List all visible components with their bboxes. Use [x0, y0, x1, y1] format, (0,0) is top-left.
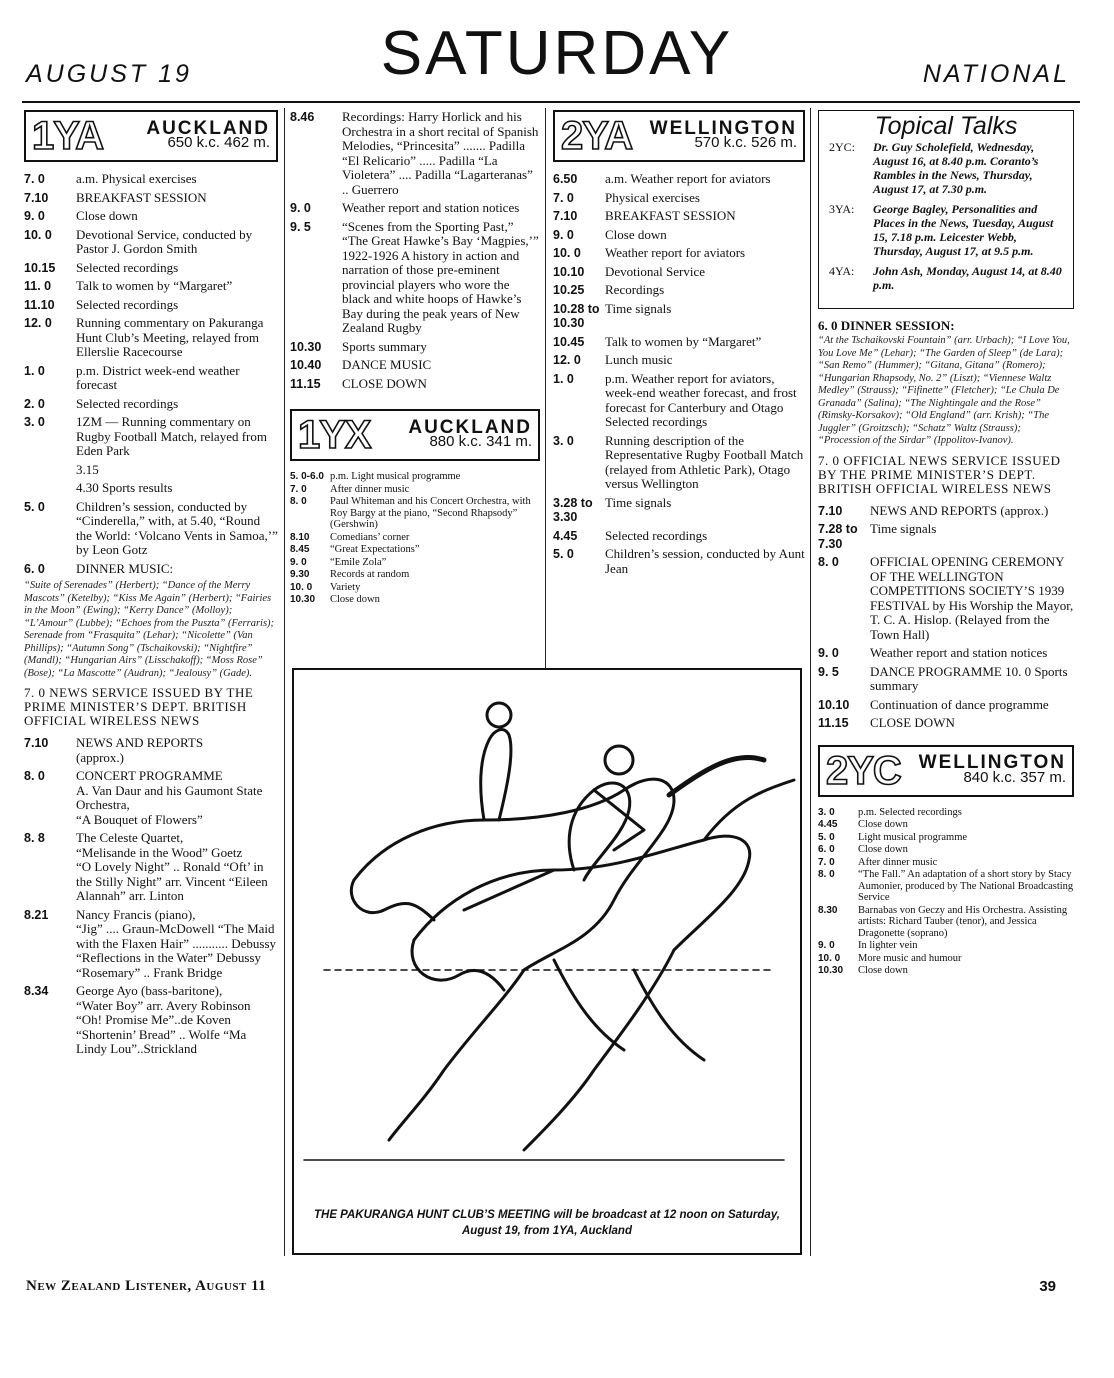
programme-title: Time signals: [605, 300, 672, 316]
programme-time: 9. 0: [553, 227, 574, 242]
programme-title: Talk to women by “Margaret”: [76, 278, 233, 293]
programme-time: 10.40: [290, 358, 322, 372]
programme-item: [553, 283, 805, 298]
programme-item: [818, 940, 1074, 952]
programme-item: [553, 434, 805, 492]
programme-title: George Ayo (bass-baritone),: [76, 983, 223, 998]
programme-title: “The Fall.” An adaptation of a short story by Stacy Aumonier, produced by The National Broadcasting Service: [858, 869, 1074, 903]
talk-station: 4YA:: [829, 263, 855, 278]
programme-item: [818, 857, 1074, 869]
programme-title: Close down: [858, 965, 908, 976]
programme-time: 10. 0: [24, 227, 52, 242]
programme-item: [553, 372, 805, 430]
programme-time: 7.10: [24, 736, 49, 750]
programme-time: 8.21: [24, 907, 49, 922]
programme-title: Weather report and station notices: [342, 200, 520, 215]
programme-title: Weather report and station notices: [870, 645, 1048, 660]
programme-item: [553, 246, 805, 261]
programme-time: 6. 0: [818, 844, 835, 855]
programme-title: Devotional Service: [605, 263, 705, 279]
programme-time: 8. 8: [24, 831, 45, 845]
programme-title: BREAKFAST SESSION: [76, 189, 207, 205]
station-logo: 1YX: [298, 413, 371, 457]
talk-list: [829, 140, 1063, 292]
news-service: 7. 0 NEWS SERVICE ISSUED BY THE PRIME MINISTER’S DEPT. BRITISH OFFICIAL WIRELESS NEWS: [24, 685, 254, 728]
programme-item: [24, 261, 278, 276]
programme-item: [553, 191, 805, 206]
programme-item: [24, 397, 278, 412]
programme-time: 11.15: [818, 716, 849, 730]
programme-item: [290, 471, 540, 483]
programme-title: After dinner music: [330, 483, 410, 495]
programme-list: [818, 504, 1074, 731]
programme-time: 7. 0: [818, 856, 835, 868]
programme-time: 9. 0: [818, 646, 839, 660]
programme-time: 1. 0: [24, 363, 45, 378]
programme-title: In lighter vein: [858, 940, 918, 951]
programme-time: 5. 0: [24, 499, 45, 514]
programme-time: 7.10: [24, 190, 49, 205]
programme-time: 3. 0: [24, 415, 45, 429]
programme-item: [818, 665, 1074, 694]
programme-time: 9. 0: [290, 556, 307, 568]
programme-title: OFFICIAL OPENING CEREMONY OF THE WELLINGTON COMPETITIONS SOCIETY’S 1939 FESTIVAL by His Worship the Mayor, T. C. A. Hislop. (Relayed from the Town Hall): [870, 554, 1074, 642]
column-2yc: [818, 110, 1074, 978]
programme-list: [818, 807, 1074, 977]
programme-time: 7.10: [818, 503, 843, 518]
programme-time: 8.34: [24, 984, 49, 998]
programme-title: NEWS AND REPORTS (approx.): [870, 502, 1049, 518]
programme-title: Nancy Francis (piano),: [76, 906, 196, 922]
programme-title: Physical exercises: [605, 189, 700, 205]
programme-title: Selected recordings: [76, 259, 179, 275]
programme-item: [24, 984, 278, 1057]
programme-time: 7.10: [553, 209, 578, 223]
programme-item: [818, 832, 1074, 844]
programme-item: [290, 582, 540, 594]
programme-item: [290, 544, 540, 556]
programme-title: CLOSE DOWN: [342, 375, 427, 391]
station-box-2ya: [553, 110, 805, 162]
programme-time: 8. 0: [24, 769, 45, 783]
programme-item: [290, 110, 540, 197]
programme-detail: “Jig” .... Graun-McDowell “The Maid with the Flaxen Hair” ........... Debussy: [76, 921, 277, 951]
programme-item: [24, 209, 278, 224]
programme-title: Barnabas von Geczy and His Orchestra. Assisting artists: Richard Tauber (tenor), and Jessica Dragonette (soprano): [858, 904, 1068, 939]
header-date: AUGUST 19: [26, 60, 192, 88]
station-logo: 2YC: [826, 748, 901, 793]
programme-title: a.m. Physical exercises: [76, 171, 197, 186]
programme-time: 10.25: [553, 283, 585, 297]
programme-list: [290, 471, 540, 606]
programme-title: Running description of the Representative Rugby Football Match (relayed from Athletic Park), Otago versus Wellington: [605, 432, 804, 491]
programme-item: [24, 500, 278, 558]
programme-title: Close down: [605, 226, 667, 242]
programme-item: [818, 953, 1074, 965]
station-name: AUCKLAND: [146, 117, 270, 139]
programme-time: 8.10: [290, 531, 310, 543]
programme-item: [24, 769, 278, 827]
station-name: WELLINGTON: [649, 117, 797, 139]
station-name: AUCKLAND: [408, 416, 532, 438]
programme-title: Comedians’ corner: [330, 531, 410, 543]
programme-item: [553, 172, 805, 187]
talk-station: 3YA:: [829, 201, 855, 216]
programme-title: Variety: [330, 581, 361, 593]
programme-time: 9. 5: [818, 664, 839, 679]
programme-item: [818, 646, 1074, 661]
programme-time: 3.28 to 3.30: [553, 495, 593, 524]
programme-time: 2. 0: [24, 396, 45, 411]
programme-item: [24, 228, 278, 257]
programme-time: 3. 0: [818, 806, 835, 818]
programme-time: 10. 0: [818, 952, 841, 964]
programme-time: 10.10: [553, 264, 585, 279]
programme-item: [290, 557, 540, 569]
column-2ya: [553, 110, 805, 580]
talk-item: [829, 140, 1063, 196]
programme-title: 4.30 Sports results: [76, 480, 173, 495]
station-box-2yc: [818, 745, 1074, 797]
programme-time: 11.10: [24, 297, 55, 312]
programme-time: 8.46: [290, 110, 315, 124]
programme-item: [290, 201, 540, 216]
programme-time: 9. 0: [818, 940, 835, 951]
programme-item: [24, 415, 278, 459]
programme-title: “Great Expectations”: [330, 544, 420, 555]
programme-title: Sports summary: [342, 338, 427, 354]
programme-item: [290, 220, 540, 336]
footer-publication: New Zealand Listener, August 11: [26, 1278, 267, 1294]
programme-item: [290, 358, 540, 373]
programme-item: [24, 316, 278, 360]
programme-time: 12. 0: [553, 353, 581, 367]
programme-title: Continuation of dance programme: [870, 696, 1049, 712]
programme-time: 10.30: [818, 965, 844, 976]
programme-item: [24, 298, 278, 313]
programme-time: 7.28 to 7.30: [818, 522, 858, 551]
dinner-music-list: “At the Tschaikovski Fountain” (arr. Urbach); “I Love You, You Love Me” (Lehar); “The Garden of Sleep” (de Lara); “San Remo” (Hummer); “Gitana, Gitana” (Romero); “Hungarian Rhapsody, No. 2” (Liszt); “Viennese Waltz Medley” (Strauss); “Fifinette” (Fletcher); “Le Chula De Granada” (Salina); “The Nightingale and the Rose” (Rimsky-Korsakov); “Old England” (arr. Krish); “The Juggler” (Groitzsch); “Schatz” Waltz (Strauss); “Procession of the Sirdar” (Ippolitov-Ivanov).: [818, 335, 1070, 446]
programme-time: 9. 0: [290, 201, 311, 215]
programme-time: 7. 0: [553, 190, 574, 205]
programme-time: 1. 0: [553, 371, 574, 386]
topical-talks-title: Topical Talks: [874, 112, 1018, 140]
programme-time: 5. 0-6.0: [290, 471, 324, 482]
programme-time: 10.45: [553, 334, 585, 349]
programme-time: 7. 0: [24, 172, 45, 186]
programme-item: [818, 522, 1074, 551]
programme-item: [818, 698, 1074, 713]
programme-time: 6.50: [553, 172, 578, 186]
programme-title: Time signals: [870, 521, 937, 536]
programme-title: DANCE PROGRAMME 10. 0 Sports summary: [870, 663, 1068, 693]
programme-title: Light musical programme: [858, 831, 968, 843]
programme-title: 3.15: [76, 461, 99, 477]
programme-title: Children’s session, conducted by “Cinderella,” with, at 5.40, “Round the World: ‘Volcano Vents in Samoa,’” by Leon Gotz: [76, 498, 278, 557]
programme-item: [818, 844, 1074, 856]
programme-time: 9. 0: [24, 209, 45, 223]
programme-title: Close down: [858, 844, 908, 855]
programme-item: [553, 265, 805, 280]
programme-item: [818, 965, 1074, 977]
programme-title: NEWS AND REPORTS: [76, 735, 204, 750]
programme-title: “Scenes from the Sporting Past,” “The Great Hawke’s Bay ‘Magpies,’” 1922-1926 A history in action and narration of those pre-eminent provincial players who wore the black and white hoops of Hawke’s Bay during the peak years of New Zealand Rugby: [342, 218, 539, 335]
programme-title: DANCE MUSIC: [342, 357, 432, 372]
programme-title: DINNER MUSIC:: [76, 560, 174, 576]
programme-time: 10.30: [290, 339, 322, 354]
programme-item: [290, 377, 540, 392]
programme-title: Devotional Service, conducted by Pastor J. Gordon Smith: [76, 226, 253, 256]
column-1yA: [24, 110, 278, 1061]
programme-item: [24, 481, 278, 496]
programme-detail: “Melisande in the Wood” Goetz: [76, 844, 243, 860]
programme-detail: “Reflections in the Water” Debussy “Rosemary” .. Frank Bridge: [76, 950, 261, 980]
station-name: WELLINGTON: [918, 752, 1066, 773]
programme-item: [24, 364, 278, 393]
talk-item: [829, 202, 1063, 258]
programme-time: 7. 0: [290, 483, 307, 495]
programme-title: Selected recordings: [76, 296, 179, 312]
programme-item: [553, 547, 805, 576]
page-number: 39: [1039, 1278, 1056, 1295]
programme-detail: A. Van Daur and his Gaumont State Orchestra,: [76, 782, 263, 812]
programme-item: [24, 279, 278, 294]
programme-time: 10.28 to 10.30: [553, 301, 600, 330]
station-logo: 1YA: [32, 114, 104, 158]
programme-item: [290, 569, 540, 581]
programme-title: “Emile Zola”: [330, 556, 387, 568]
programme-item: [24, 736, 278, 765]
programme-detail: “Oh! Promise Me”..de Koven “Shortenin’ Bread” .. Wolfe “Ma Lindy Lou”..Strickland: [76, 1012, 247, 1056]
programme-detail: “Water Boy” arr. Avery Robinson: [76, 997, 251, 1013]
programme-item: [818, 819, 1074, 831]
programme-title: Lunch music: [605, 352, 673, 367]
programme-time: 10. 0: [553, 246, 581, 260]
station-frequency: 650 k.c. 462 m.: [167, 134, 270, 151]
programme-title: Talk to women by “Margaret”: [605, 333, 762, 349]
programme-list: [24, 172, 278, 576]
programme-title: p.m. District week-end weather forecast: [76, 362, 240, 392]
programme-item: [818, 807, 1074, 819]
programme-title: Close down: [858, 819, 908, 830]
programme-item: [290, 340, 540, 355]
talk-item: [829, 264, 1063, 292]
dinner-music-list: “Suite of Serenades” (Herbert); “Dance of the Merry Mascots” (Ketelby); “Kiss Me Again” (Herbert); “Fairies in the Moon” (Ewing); “Kerry Dance” (Molloy); “L’Amour” (Lubbe); “Echoes from the Puszta” (Ferraris); Serenade from “Frasquita” (Lehar); “Nicolette” (Van Phillips); “Autumn Song” (Tschaikovski); “Nightfire” (Mandl); “Hungarian Airs” (Lisschakoff); “Moss Rose” (Bose); “La Mascotte” (Audran); “Jealousy” (Gade).: [24, 580, 275, 679]
programme-item: [818, 555, 1074, 642]
programme-item: [553, 496, 805, 525]
header-rule: [22, 101, 1080, 103]
programme-time: 10.10: [818, 697, 850, 712]
programme-title: Close down: [330, 594, 380, 605]
page-title: SATURDAY: [380, 19, 734, 88]
programme-title: p.m. Selected recordings: [858, 806, 962, 818]
horse-race-illustration: [292, 668, 802, 1255]
column-divider: [284, 108, 285, 1256]
programme-item: [24, 831, 278, 904]
programme-time: 3. 0: [553, 433, 574, 448]
programme-time: 12. 0: [24, 316, 52, 330]
programme-time: 10. 0: [290, 581, 313, 593]
programme-title: After dinner music: [858, 856, 938, 868]
programme-time: [24, 463, 76, 478]
station-frequency: 840 k.c. 357 m.: [963, 768, 1066, 786]
column-divider: [810, 108, 811, 1256]
programme-title: Selected recordings: [605, 527, 708, 543]
programme-item: [818, 905, 1074, 940]
programme-item: [24, 463, 278, 478]
programme-title: Weather report for aviators: [605, 245, 746, 260]
jockey-horses-drawing: [294, 670, 800, 1170]
programme-title: Paul Whiteman and his Concert Orchestra, with Roy Bargy at the piano, “Second Rhapsody” (Gershwin): [330, 496, 531, 530]
talk-station: 2YC:: [829, 139, 856, 154]
programme-item: [818, 869, 1074, 904]
programme-item: [290, 594, 540, 606]
programme-time: 8. 0: [818, 555, 839, 569]
programme-list: [553, 172, 805, 576]
programme-time: 6. 0: [24, 561, 45, 576]
programme-title: More music and humour: [858, 952, 962, 964]
programme-time: 9.30: [290, 569, 310, 580]
programme-time: 10.15: [24, 260, 56, 275]
news-service: 7. 0 OFFICIAL NEWS SERVICE ISSUED BY THE PRIME MINISTER’S DEPT. BRITISH OFFICIAL WIRELESS NEWS: [818, 452, 1061, 496]
programme-item: [290, 484, 540, 496]
station-box-1ya: [24, 110, 278, 162]
programme-detail: “O Lovely Night” .. Ronald “Oft’ in the Stilly Night” arr. Vincent “Eileen Alannah” arr. Linton: [76, 859, 268, 903]
programme-title: Recordings: Harry Horlick and his Orchestra in a short recital of Spanish Melodies, “Princesita” ....... Padilla “El Relicario” ..... Padilla “La Violetera” .... Padilla “Lagarteranas” .. Guerrero: [342, 109, 539, 197]
programme-title: Records at random: [330, 569, 410, 580]
programme-title: Children’s session, conducted by Aunt Jean: [605, 546, 805, 576]
programme-title: 1ZM — Running commentary on Rugby Football Match, relayed from Eden Park: [76, 414, 267, 458]
programme-title: Time signals: [605, 494, 672, 510]
column-1ya-cont: [290, 110, 540, 607]
programme-time: 5. 0: [553, 547, 574, 561]
programme-detail: “A Bouquet of Flowers”: [76, 811, 203, 827]
programme-title: CLOSE DOWN: [870, 715, 955, 730]
programme-title: CONCERT PROGRAMME: [76, 768, 223, 783]
programme-item: [553, 353, 805, 368]
programme-item: [553, 529, 805, 544]
programme-item: [290, 496, 540, 531]
header-network: NATIONAL: [922, 60, 1070, 88]
programme-list: [24, 736, 278, 1057]
programme-time: 4.45: [553, 528, 578, 543]
topical-talks-box: [818, 110, 1074, 309]
programme-time: 8.45: [290, 544, 310, 555]
programme-title: The Celeste Quartet,: [76, 830, 184, 845]
programme-title: BREAKFAST SESSION: [605, 208, 736, 223]
illustration-caption: THE PAKURANGA HUNT CLUB’S MEETING will be broadcast at 12 noon on Saturday, August 19, from 1YA, Auckland: [313, 1209, 780, 1237]
column-divider: [545, 108, 546, 668]
programme-list: [290, 110, 540, 391]
programme-time: 9. 5: [290, 219, 311, 234]
programme-title: Running commentary on Pakuranga Hunt Club’s Meeting, relayed from Ellerslie Racecourse: [76, 315, 264, 359]
programme-title: Selected recordings: [76, 395, 179, 411]
programme-time: 11. 0: [24, 279, 52, 293]
station-logo: 2YA: [561, 114, 633, 158]
programme-item: [553, 209, 805, 224]
programme-title: p.m. Light musical programme: [330, 471, 461, 482]
station-frequency: 570 k.c. 526 m.: [694, 134, 797, 151]
programme-detail: (approx.): [76, 749, 125, 765]
programme-time: 5. 0: [818, 831, 835, 843]
programme-time: 10.30: [290, 594, 316, 605]
programme-time: 8. 0: [818, 869, 835, 880]
programme-title: a.m. Weather report for aviators: [605, 171, 771, 186]
programme-time: [24, 481, 76, 496]
programme-item: [553, 302, 805, 331]
programme-title: Recordings: [605, 282, 665, 297]
programme-time: 8. 0: [290, 496, 307, 507]
programme-item: [24, 908, 278, 981]
station-frequency: 880 k.c. 341 m.: [429, 433, 532, 450]
programme-item: [553, 228, 805, 243]
programme-item: [24, 191, 278, 206]
programme-item: [24, 172, 278, 187]
programme-item: [818, 716, 1074, 731]
programme-item: [818, 504, 1074, 519]
programme-title: p.m. Weather report for aviators, week-end weather forecast, and frost forecast for Canterbury and Otago Selected recordings: [605, 370, 797, 429]
dinner-session-title: 6. 0 DINNER SESSION:: [818, 317, 955, 333]
programme-time: 11.15: [290, 376, 321, 391]
programme-item: [24, 562, 278, 577]
programme-time: 8.30: [818, 904, 838, 916]
talk-details: John Ash, Monday, August 14, at 8.40 p.m.: [873, 263, 1062, 292]
talk-details: Dr. Guy Scholefield, Wednesday, August 16, at 8.40 p.m. Coranto’s Rambles in the News, Thursday, August 17, at 7.30 p.m.: [873, 139, 1039, 196]
talk-details: George Bagley, Personalities and Places in the News, Tuesday, August 15, 7.18 p.m. Leicester Webb, Thursday, August 17, at 9.5 p.m.: [873, 201, 1054, 258]
programme-title: Close down: [76, 208, 138, 223]
programme-time: 4.45: [818, 819, 838, 830]
programme-item: [290, 532, 540, 544]
programme-item: [553, 335, 805, 350]
station-box-1yx: [290, 409, 540, 461]
